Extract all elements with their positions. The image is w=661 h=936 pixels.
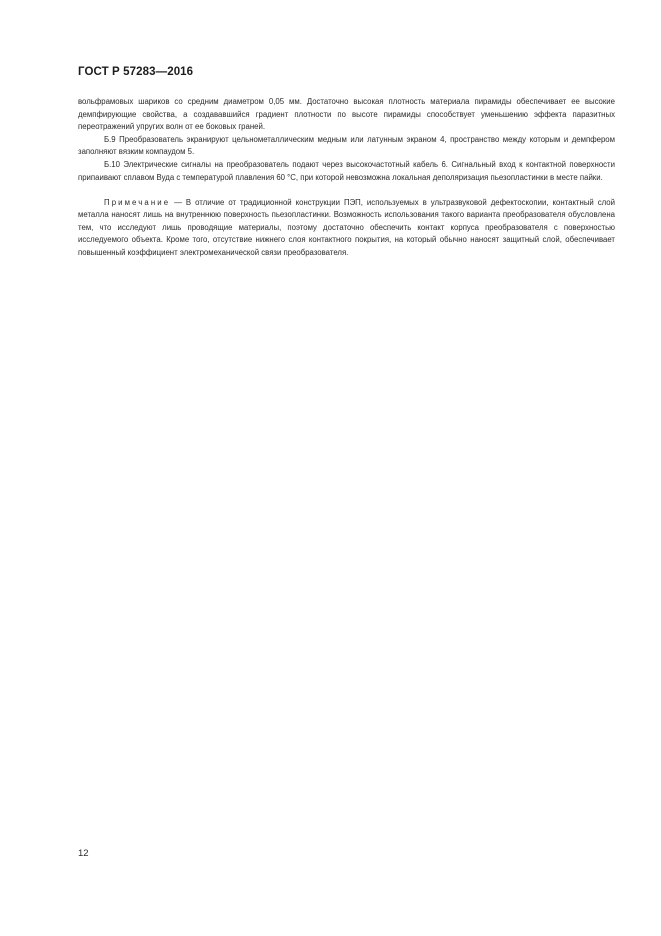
note-label: Примечание: [104, 198, 171, 207]
paragraph-b10: Б.10 Электрические сигналы на преобразователь подают через высокочастотный кабель 6. Сигнальный вход к контактной поверхности припаивают сплавом Вуда с температурой плавления 60 °С, при которой невозможна локальная деполяризация пьезопластинки в месте пайки.: [78, 159, 615, 182]
page-number: 12: [78, 848, 89, 859]
note-text: — В отличие от традиционной конструкции ПЭП, используемых в ультразвуковой дефектоскопии, контактный слой металла наносят лишь на внутреннюю поверхность пьезопластинки. Возможность использования такого варианта преобразователя обусловлена тем, что исследуют лишь проводящие материалы, поэтому достаточно обеспечить контакт корпуса преобразователя с поверхностью исследуемого объекта. Кроме того, отсутствие нижнего слоя контактного покрытия, на который обычно наносят защитный слой, обеспечивает повышенный коэффициент электромеханической связи преобразователя.: [78, 198, 615, 257]
paragraph-b9: Б.9 Преобразователь экранируют цельнометаллическим медным или латунным экраном 4, пространство между которым и демпфером заполняют вязким компаудом 5.: [78, 134, 615, 157]
paragraph-continuation: вольфрамовых шариков со средним диаметром 0,05 мм. Достаточно высокая плотность материала пирамиды обеспечивает ее высокие демпфирующие свойства, а создававшийся градиент плотности по высоте пирамиды способствует уменьшению эффекта паразитных переотражений упругих волн от ее боковых граней.: [78, 97, 615, 132]
body-text: [78, 96, 615, 184]
document-code-header: ГОСТ Р 57283—2016: [78, 66, 194, 78]
note-paragraph: [78, 197, 615, 259]
